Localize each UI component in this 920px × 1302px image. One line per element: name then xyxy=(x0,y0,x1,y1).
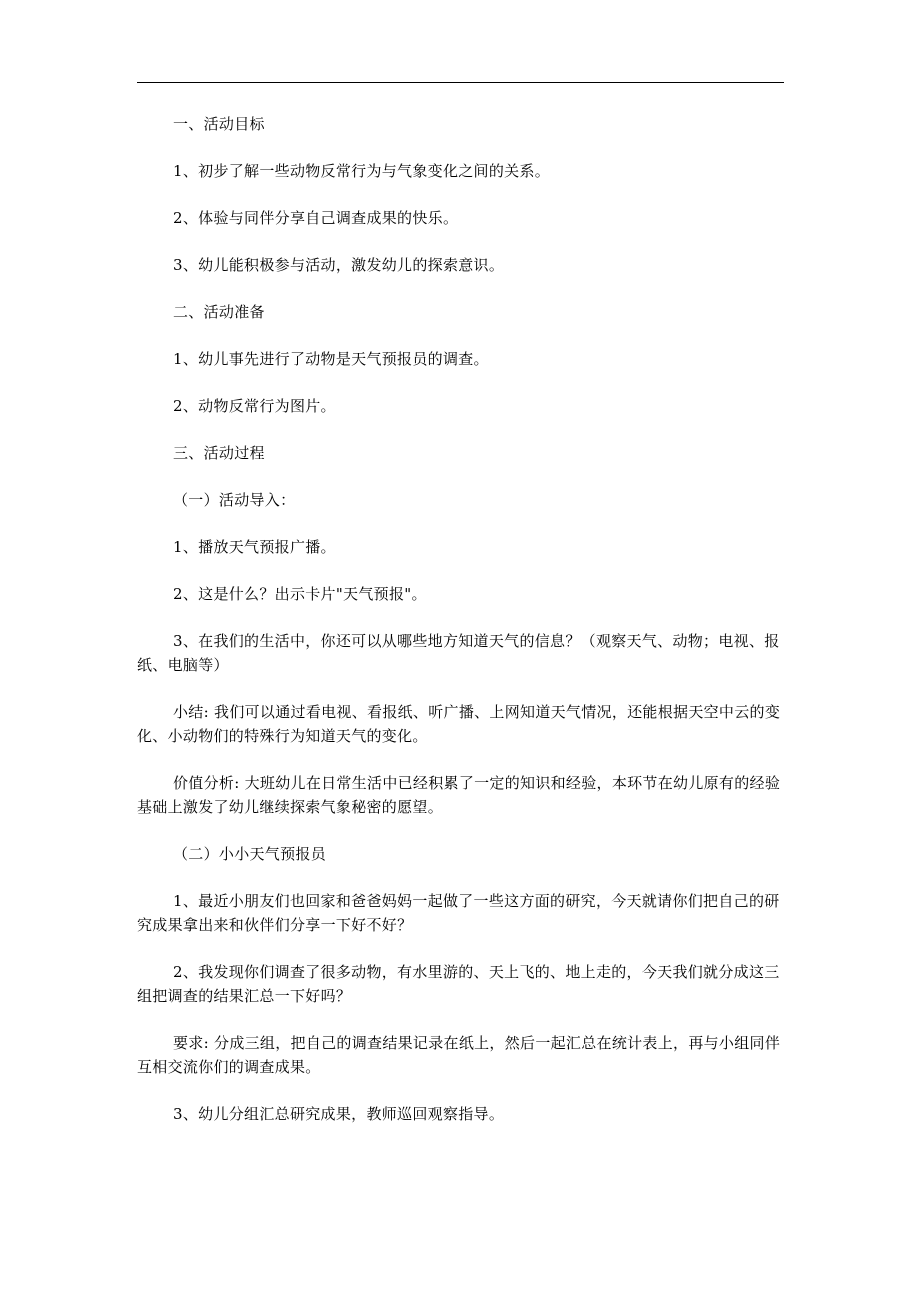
section-heading-preparation: 二、活动准备 xyxy=(173,303,265,321)
forecaster-item-1: 1、最近小朋友们也回家和爸爸妈妈一起做了一些这方面的研究，今天就请你们把自己的研究成果拿出来和伙伴们分享一下好不好？ xyxy=(137,892,780,934)
intro-item-3: 3、在我们的生活中，你还可以从哪些地方知道天气的信息？（观察天气、动物；电视、报纸、电脑等） xyxy=(137,632,780,674)
requirement-paragraph: 要求: 分成三组，把自己的调查结果记录在纸上，然后一起汇总在统计表上，再与小组同伴互相交流你们的调查成果。 xyxy=(137,1034,781,1076)
section-heading-process: 三、活动过程 xyxy=(173,444,265,462)
summary-paragraph: 小结: 我们可以通过看电视、看报纸、听广播、上网知道天气情况，还能根据天空中云的变化、小动物们的特殊行为知道天气的变化。 xyxy=(137,703,781,745)
goal-item-3: 3、幼儿能积极参与活动，激发幼儿的探索意识。 xyxy=(173,256,505,274)
value-analysis-paragraph: 价值分析: 大班幼儿在日常生活中已经积累了一定的知识和经验，本环节在幼儿原有的经验基础上激发了幼儿继续探索气象秘密的愿望。 xyxy=(137,774,781,816)
subsection-heading-intro: （一）活动导入： xyxy=(173,491,296,509)
section-heading-goals: 一、活动目标 xyxy=(173,115,265,133)
goal-item-2: 2、体验与同伴分享自己调查成果的快乐。 xyxy=(173,209,459,227)
preparation-item-2: 2、动物反常行为图片。 xyxy=(173,397,336,415)
goal-item-1: 1、初步了解一些动物反常行为与气象变化之间的关系。 xyxy=(173,162,551,180)
document-body xyxy=(137,112,787,1126)
forecaster-item-2: 2、我发现你们调查了很多动物，有水里游的、天上飞的、地上走的，今天我们就分成这三组把调查的结果汇总一下好吗？ xyxy=(137,963,780,1005)
forecaster-item-3: 3、幼儿分组汇总研究成果，教师巡回观察指导。 xyxy=(173,1105,505,1123)
subsection-heading-forecaster: （二）小小天气预报员 xyxy=(173,845,327,863)
intro-item-1: 1、播放天气预报广播。 xyxy=(173,538,336,556)
intro-item-2: 2、这是什么？出示卡片"天气预报"。 xyxy=(173,585,427,603)
preparation-item-1: 1、幼儿事先进行了动物是天气预报员的调查。 xyxy=(173,350,489,368)
header-rule xyxy=(137,82,784,83)
